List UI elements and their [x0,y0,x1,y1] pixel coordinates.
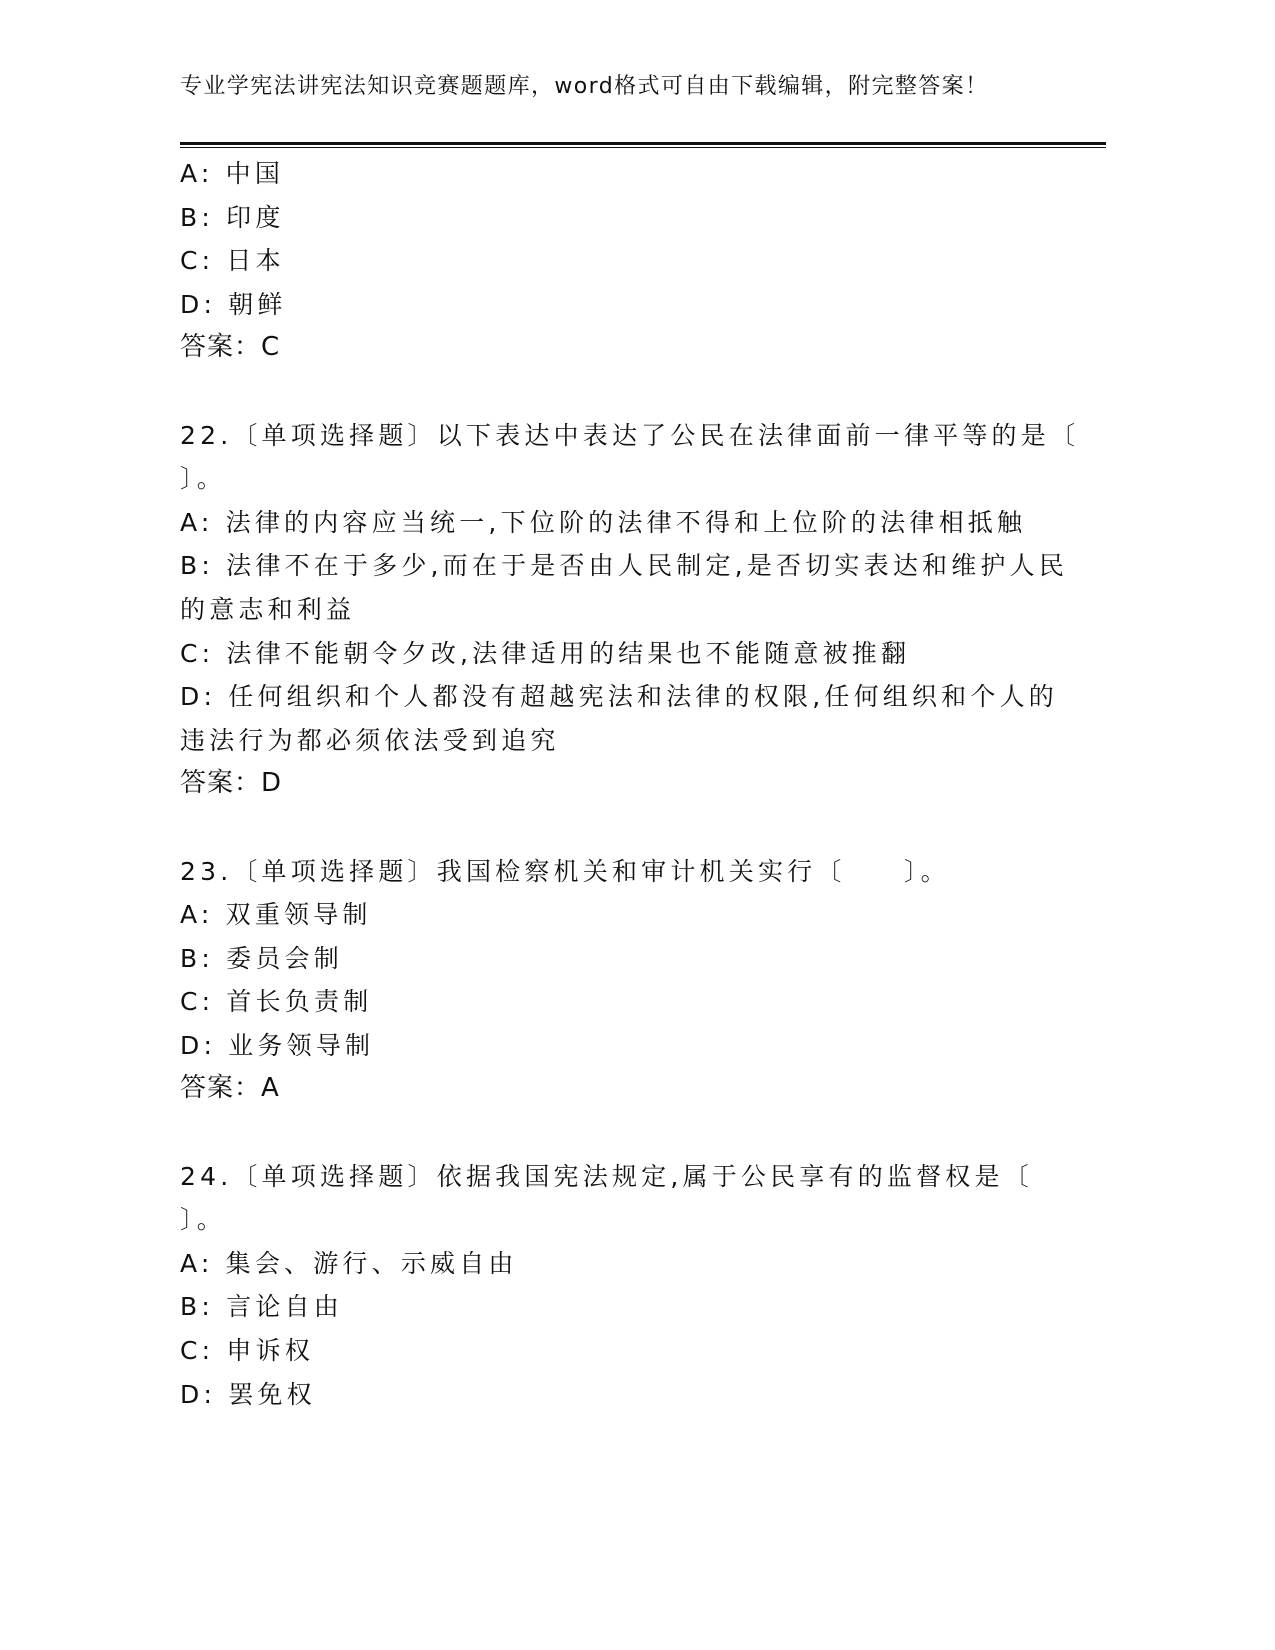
q21-option-d: D: 朝鲜 [180,289,287,319]
q23-answer: 答案：A [180,1073,280,1104]
q21-option-b: B: 印度 [180,202,285,232]
q21-option-c: C: 日本 [180,246,285,276]
q21-answer: 答案：C [180,332,281,363]
spacer [180,806,1040,850]
q22-answer: 答案：D [180,768,283,799]
q22-option-a: A: 法律的内容应当统一,下位阶的法律不得和上位阶的法律相抵触 [180,507,1027,537]
q23-option-b: B: 委员会制 [180,943,343,973]
header-rule-thin [180,147,1106,148]
q22-option-c: C: 法律不能朝令夕改,法律适用的结果也不能随意被推翻 [180,638,911,668]
q21-option-a: A: 中国 [180,159,285,188]
q23-stem: 23.〔单项选择题〕我国检察机关和审计机关实行〔 〕。 [180,856,950,886]
q22-option-d-cont: 违法行为都必须依法受到追究 [180,725,560,755]
q24-stem-line-1: 24.〔单项选择题〕依据我国宪法规定,属于公民享有的监督权是〔 [180,1161,1033,1191]
q24-stem-line-2: 〕。 [180,1205,226,1235]
q23-option-d: D: 业务领导制 [180,1030,375,1060]
q22-stem-line-2: 〕。 [180,464,226,494]
q22-stem-line-1: 22.〔单项选择题〕以下表达中表达了公民在法律面前一律平等的是〔 [180,420,1080,450]
question-24 [180,1155,1040,1417]
q23-option-a: A: 双重领导制 [180,900,372,930]
q24-option-a: A: 集会、游行、示威自由 [180,1248,518,1278]
document-body [180,152,1080,1416]
q22-option-b: B: 法律不在于多少,而在于是否由人民制定,是否切实表达和维护人民 [180,551,1069,581]
question-21 [180,152,1040,370]
spacer [180,370,1040,414]
q24-option-b: B: 言论自由 [180,1292,343,1322]
question-22 [180,414,1080,806]
q22-option-d: D: 任何组织和个人都没有超越宪法和法律的权限,任何组织和个人的 [180,682,1058,712]
spacer [180,1111,1040,1155]
q23-option-c: C: 首长负责制 [180,987,373,1017]
q24-option-c: C: 申诉权 [180,1336,315,1366]
page-header-title: 专业学宪法讲宪法知识竞赛题题库，word格式可自由下载编辑，附完整答案！ [180,74,989,99]
header-rule-thick [180,142,1106,145]
q24-option-d: D: 罢免权 [180,1379,316,1409]
q22-option-b-cont: 的意志和利益 [180,594,356,624]
question-23 [180,850,1040,1112]
